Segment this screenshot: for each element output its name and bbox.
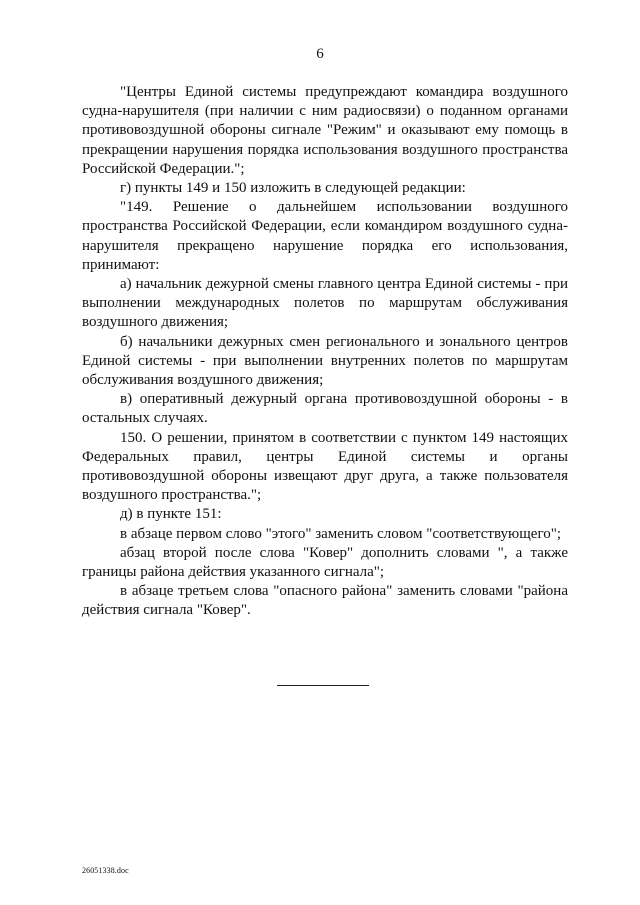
separator-line bbox=[277, 685, 369, 686]
paragraph: в абзаце первом слово "этого" заменить словом "соответствующего"; bbox=[120, 525, 562, 542]
paragraph: "Центры Единой системы предупреждают командира воздушного судна-нарушителя (при наличии с ним радиосвязи) о поданном органами противовоздушной обороны сигнале "Режим" и оказывают ему помощь в прекращении нарушения порядка использования воздушного пространства Российской Федерации."; bbox=[82, 84, 568, 177]
paragraph: в) оперативный дежурный органа противовоздушной обороны - в остальных случаях. bbox=[82, 391, 568, 427]
paragraph: г) пункты 149 и 150 изложить в следующей редакции: bbox=[120, 180, 466, 197]
paragraph: б) начальники дежурных смен регионального и зонального центров Единой системы - при выполнении внутренних полетов по маршрутам обслуживания воздушного движения; bbox=[82, 333, 568, 389]
paragraph: абзац второй после слова "Ковер" дополнить словами ", а также границы района действия указанного сигнала"; bbox=[82, 544, 568, 581]
page-number: 6 bbox=[316, 46, 324, 62]
paragraph: в абзаце третьем слова "опасного района" заменить словами "района действия сигнала "Ковер". bbox=[82, 583, 568, 619]
footer-filename: 26051338.doc bbox=[82, 866, 129, 875]
paragraph: д) в пункте 151: bbox=[120, 506, 222, 523]
document-body bbox=[82, 83, 568, 621]
paragraph: 150. О решении, принятом в соответствии с пунктом 149 настоящих Федеральных правил, центры Единой системы и органы противовоздушной обороны извещают друг друга, а также пользователя воздушного пространства."; bbox=[82, 429, 568, 504]
paragraph: а) начальник дежурной смены главного центра Единой системы - при выполнении международных полетов по маршрутам обслуживания воздушного движения; bbox=[82, 276, 568, 331]
paragraph: "149. Решение о дальнейшем использовании воздушного пространства Российской Федерации, если командиром воздушного судна-нарушителя прекращено нарушение порядка его использования, принимают: bbox=[82, 199, 568, 273]
